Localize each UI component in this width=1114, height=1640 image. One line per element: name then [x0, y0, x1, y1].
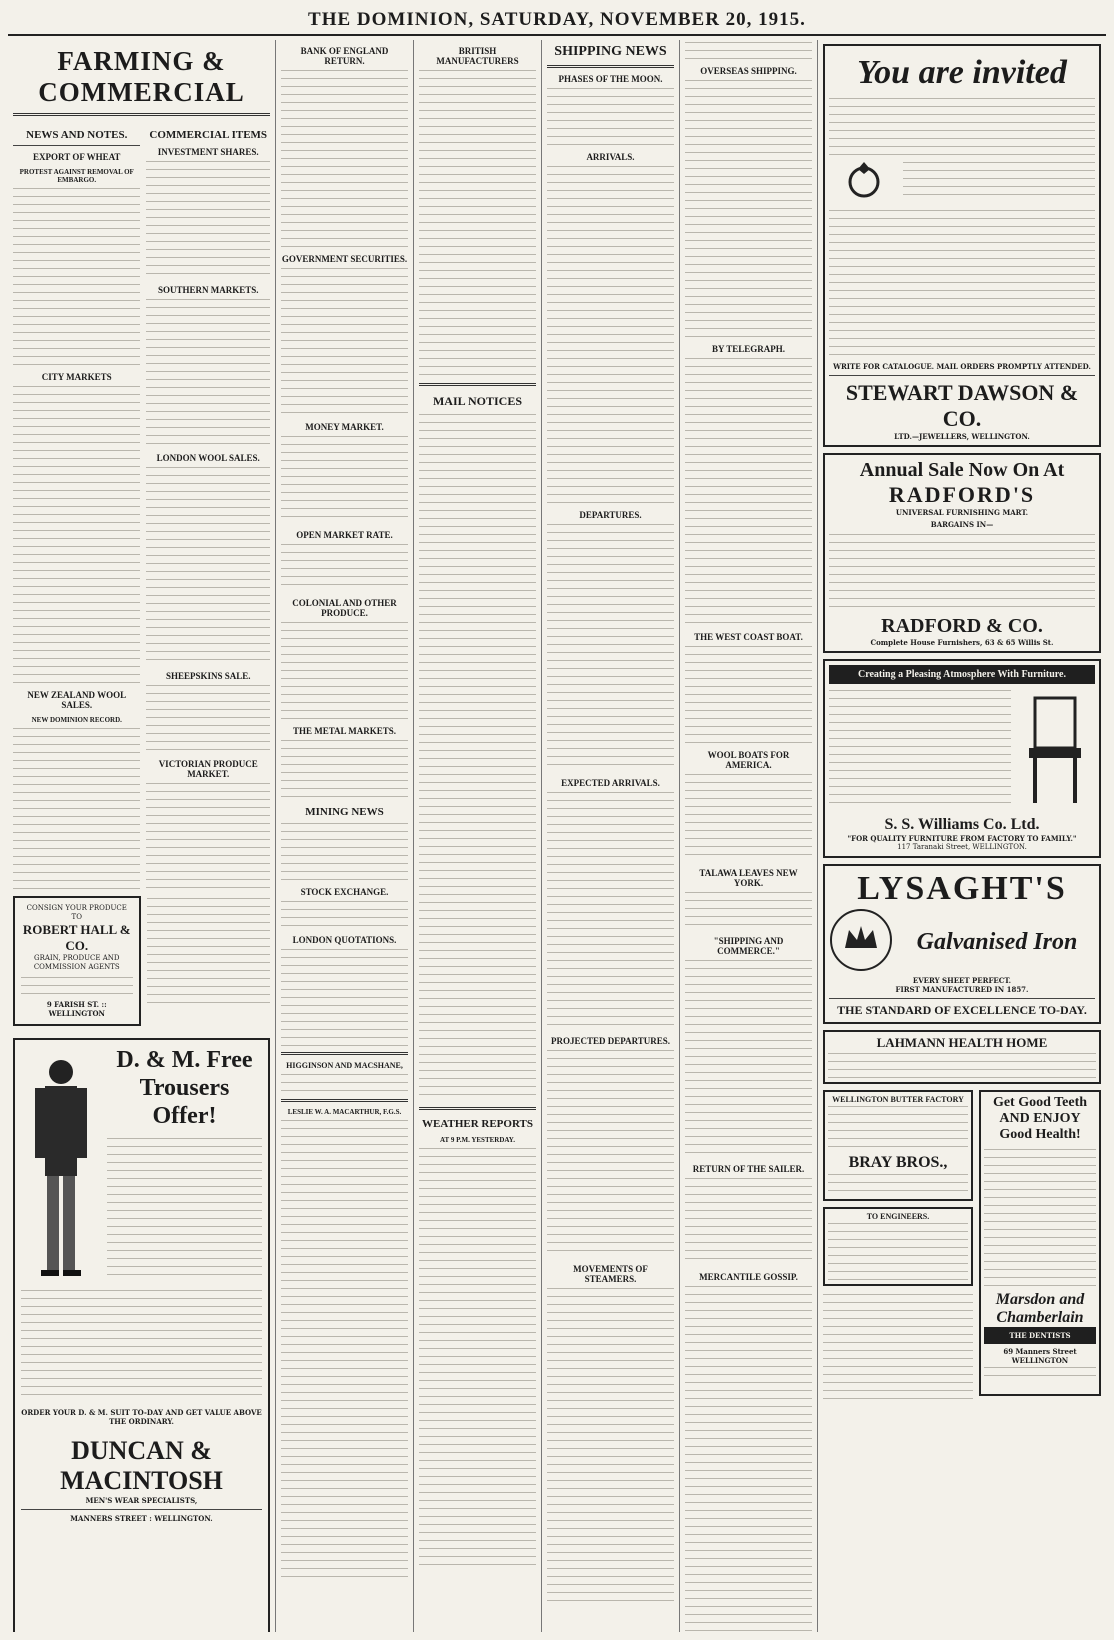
heading-mining: MINING NEWS	[305, 806, 384, 818]
heading-wool-sub: NEW DOMINION RECORD.	[31, 716, 122, 724]
column-overseas	[680, 40, 818, 1632]
heading-stock: STOCK EXCHANGE.	[300, 887, 389, 897]
heading-mail-notices: MAIL NOTICES	[432, 394, 523, 408]
ad-williams: Creating a Pleasing Atmosphere With Furniture. S. S. Williams Co. Ltd. "FOR QUALITY FURNITURE FROM FACTORY TO FAMILY." 117 Taranaki Street, WELLINGTON.	[823, 659, 1101, 858]
heading-london-quotations: LONDON QUOTATIONS.	[292, 935, 397, 945]
heading-commerce: "SHIPPING AND COMMERCE."	[713, 936, 784, 956]
crown-trademark-icon	[829, 908, 893, 976]
heading-investment: INVESTMENT SHARES.	[157, 147, 259, 157]
ad-duncan-macintosh: D. & M. Free Trousers Offer! ORDER YOUR D. & M. SUIT TO-DAY AND GET VALUE ABOVE THE ORDINARY. DUNCAN & MACINTOSH MEN'S WEAR SPECIALISTS, MANNERS STREET : WELLINGTON.	[13, 1038, 270, 1632]
heading-talawa: TALAWA LEAVES NEW YORK.	[699, 868, 798, 888]
ad-butter-factory: WELLINGTON BUTTER FACTORY BRAY BROS.,	[823, 1090, 973, 1201]
chair-icon	[1015, 688, 1095, 812]
ad-teeth: Get Good Teeth AND ENJOY Good Health! Marsdon and Chamberlain THE DENTISTS 69 Manners Street WELLINGTON	[979, 1090, 1101, 1396]
column-manufacturers	[414, 40, 542, 1632]
heading-weather: WEATHER REPORTS	[422, 1118, 533, 1130]
heading-nz-wool: NEW ZEALAND WOOL SALES.	[27, 690, 127, 710]
heading-gossip: MERCANTILE GOSSIP.	[699, 1272, 798, 1282]
heading-wool-boats: WOOL BOATS FOR AMERICA.	[707, 750, 790, 770]
man-figure-icon	[21, 1052, 101, 1282]
masthead: THE DOMINION, SATURDAY, NOVEMBER 20, 1915.	[8, 6, 1106, 36]
ad-lahmann: LAHMANN HEALTH HOME	[823, 1030, 1101, 1084]
ad-robert-hall: CONSIGN YOUR PRODUCE TO ROBERT HALL & CO. GRAIN, PRODUCE AND COMMISSION AGENTS 9 FARISH ST. :: WELLINGTON	[13, 896, 141, 1026]
heading-shipping: SHIPPING NEWS	[554, 44, 667, 59]
newspaper-page	[8, 6, 1106, 1634]
heading-wheat-sub: PROTEST AGAINST REMOVAL OF EMBARGO.	[19, 168, 134, 184]
ring-icon	[829, 160, 899, 204]
heading-wheat: EXPORT OF WHEAT	[33, 152, 121, 162]
ad-engineers: TO ENGINEERS.	[823, 1207, 973, 1286]
column-shipping	[542, 40, 680, 1632]
weather-subheading: AT 9 P.M. YESTERDAY.	[440, 1136, 515, 1144]
heading-arrivals: ARRIVALS.	[586, 152, 635, 162]
heading-west-coast: THE WEST COAST BOAT.	[694, 632, 803, 642]
ad-radford: Annual Sale Now On At RADFORD'S UNIVERSAL FURNISHING MART. BARGAINS IN— RADFORD & CO. Complete House Furnishers, 63 & 65 Willis St.	[823, 453, 1101, 653]
heading-overseas: OVERSEAS SHIPPING.	[700, 66, 797, 76]
heading-news-notes: NEWS AND NOTES.	[26, 129, 128, 141]
heading-gov-securities: GOVERNMENT SECURITIES.	[281, 254, 408, 264]
heading-metal: THE METAL MARKETS.	[292, 726, 397, 736]
heading-southern: SOUTHERN MARKETS.	[157, 285, 259, 295]
section-title: FARMING & COMMERCIAL	[38, 46, 245, 107]
heading-commercial: COMMERCIAL ITEMS	[149, 129, 268, 141]
heading-city-markets: CITY MARKETS	[41, 372, 112, 382]
ad-stewart-dawson: You are invited WRITE FOR CATALOGUE. MAIL ORDERS PROMPTLY ATTENDED. STEWART DAWSON & CO. LTD.—JEWELLERS, WELLINGTON.	[823, 44, 1101, 447]
heading-colonial: COLONIAL AND OTHER PRODUCE.	[292, 598, 397, 618]
heading-telegraph: BY TELEGRAPH.	[711, 344, 785, 354]
heading-return-sailer: RETURN OF THE SAILER.	[692, 1164, 805, 1174]
heading-departures: DEPARTURES.	[579, 510, 642, 520]
heading-victorian: VICTORIAN PRODUCE MARKET.	[158, 759, 258, 779]
heading-expected: EXPECTED ARRIVALS.	[561, 778, 660, 788]
heading-open-market: OPEN MARKET RATE.	[296, 530, 393, 540]
column-finance	[276, 40, 414, 1632]
heading-mcarthur: LESLIE W. A. MACARTHUR, F.G.S.	[287, 1108, 402, 1116]
heading-money-market: MONEY MARKET.	[305, 422, 384, 432]
heading-sheepskin: SHEEPSKINS SALE.	[165, 671, 251, 681]
ad-higginson: HIGGINSON AND MACSHANE,	[286, 1061, 403, 1070]
ad-lysaght: LYSAGHT'S Galvanised Iron EVERY SHEET PERFECT. FIRST MANUFACTURED IN 1857. THE STANDARD OF EXCELLENCE TO-DAY.	[823, 864, 1101, 1024]
heading-london-wool: LONDON WOOL SALES.	[156, 453, 260, 463]
heading-movements: MOVEMENTS OF STEAMERS.	[573, 1264, 648, 1284]
heading-manufacturers: BRITISH MANUFACTURERS	[436, 46, 519, 66]
heading-moon: PHASES OF THE MOON.	[558, 74, 663, 84]
heading-projected: PROJECTED DEPARTURES.	[550, 1036, 671, 1046]
column-ads	[818, 40, 1106, 1632]
heading-bank-england: BANK OF ENGLAND RETURN.	[300, 46, 389, 66]
column-farming	[8, 40, 276, 1632]
